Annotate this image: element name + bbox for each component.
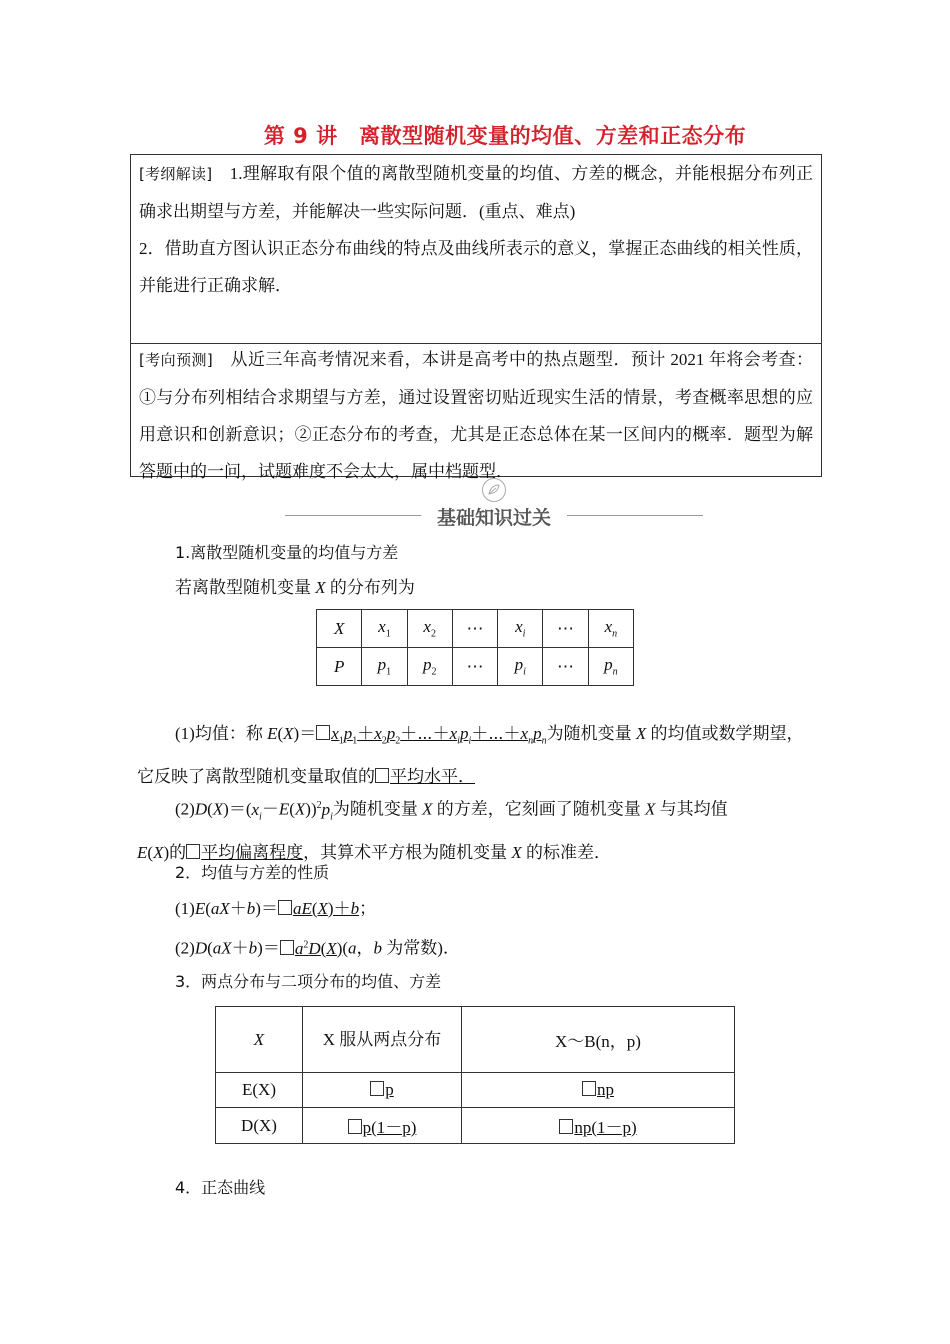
table-cell: E(X) <box>216 1073 303 1108</box>
section-header <box>285 478 703 538</box>
section-title: 基础知识过关 <box>431 507 557 529</box>
table-cell: ⋯ <box>543 648 588 686</box>
heading-4: 4．正态曲线 <box>175 1178 266 1197</box>
blank-box-icon <box>348 1119 362 1134</box>
syllabus-box <box>130 154 822 344</box>
distribution-table <box>316 609 634 686</box>
table-row <box>216 1007 735 1073</box>
syllabus-text <box>139 155 813 304</box>
table-row <box>216 1108 735 1144</box>
table-cell: np(1－p) <box>462 1108 735 1144</box>
blank-box-icon <box>316 725 330 740</box>
table-cell: $p_2$ <box>407 648 452 686</box>
blank-box-icon <box>370 1081 384 1096</box>
blank-box-icon <box>186 844 200 859</box>
table-cell: P <box>317 648 362 686</box>
table-cell: X 服从两点分布 <box>303 1007 462 1073</box>
heading-3: 3．两点分布与二项分布的均值、方差 <box>175 972 442 991</box>
property-2: $(2)D(aX+b)= a^2D(X)(a$，b 为常数)． <box>175 938 460 958</box>
variance-definition: $(2)D(X)=(x_i-E(X))^2p_i$为随机变量 X 的方差，它刻画了随机变量 X 与其均值 E(X)的 平均偏离程度，其算术平方根为随机变量 X 的标准差． <box>137 799 728 863</box>
table-row <box>216 1073 735 1108</box>
table-cell: p <box>303 1073 462 1108</box>
table-cell: X <box>317 610 362 648</box>
answer-variance: 平均偏离程度 <box>201 843 304 863</box>
distribution-comparison-table <box>215 1006 735 1144</box>
blank-box-icon <box>278 900 292 915</box>
syllabus-tag: [考纲解读] <box>139 165 213 183</box>
table-cell: $x_n$ <box>588 610 633 648</box>
table-cell: X <box>216 1007 303 1073</box>
table-cell: ⋯ <box>452 610 497 648</box>
table-cell: $x_2$ <box>407 610 452 648</box>
answer-mean: 平均水平． <box>390 767 475 787</box>
table-cell: $x_1$ <box>362 610 407 648</box>
table-cell: p(1－p) <box>303 1108 462 1144</box>
blank-box-icon <box>280 940 294 955</box>
blank-box-icon <box>375 768 389 783</box>
leaf-icon <box>482 478 506 502</box>
table-row <box>317 648 634 686</box>
table-cell: $p_n$ <box>588 648 633 686</box>
table-cell: $p_i$ <box>498 648 543 686</box>
table-cell: X～B(n，p) <box>462 1007 735 1073</box>
table-row <box>317 610 634 648</box>
heading-2: 2．均值与方差的性质 <box>175 863 330 882</box>
table-cell: ⋯ <box>452 648 497 686</box>
table-cell: $x_i$ <box>498 610 543 648</box>
heading-1: 1.离散型随机变量的均值与方差 <box>175 543 399 562</box>
syllabus-item-2: 2．借助直方图认识正态分布曲线的特点及曲线所表示的意义，掌握正态曲线的相关性质，并能进行正确求解． <box>139 239 813 295</box>
forecast-tag: [考向预测] <box>139 351 213 369</box>
table-cell: ⋯ <box>543 610 588 648</box>
table-cell: $p_1$ <box>362 648 407 686</box>
table-cell: D(X) <box>216 1108 303 1144</box>
table-cell: np <box>462 1073 735 1108</box>
mean-definition: (1)均值：称 $E(X)= x_1p_1+x_2p_2+\cdots+x_ip_i+\cdots+x_np_n$为随机变量 X 的均值或数学期望，它反映了离散型随机变量取值的 平均水平． <box>137 724 804 787</box>
page-title: 第 9 讲 离散型随机变量的均值、方差和正态分布 <box>263 124 747 148</box>
dist-intro: 若离散型随机变量 X 的分布列为 <box>175 578 415 597</box>
forecast-box <box>130 342 822 481</box>
blank-box-icon <box>559 1119 573 1134</box>
forecast-text <box>139 341 813 490</box>
property-1: (1)E(aX＋b)＝ aE(X)＋b； <box>175 899 377 918</box>
forecast-content: 从近三年高考情况来看，本讲是高考中的热点题型．预计 2021 年将会考查：①与分布列相结合求期望与方差，通过设置密切贴近现实生活的情景，考查概率思想的应用意识和创新意识；②正态分布的考查，尤其是正态总体在某一区间内的概率．题型为解答题中的一问，试题难度不会太大，属中档题型． <box>139 350 813 481</box>
blank-box-icon <box>582 1081 596 1096</box>
syllabus-item-1: 1.理解取有限个值的离散型随机变量的均值、方差的概念，并能根据分布列正确求出期望与方差，并能解决一些实际问题．(重点、难点) <box>139 164 813 221</box>
